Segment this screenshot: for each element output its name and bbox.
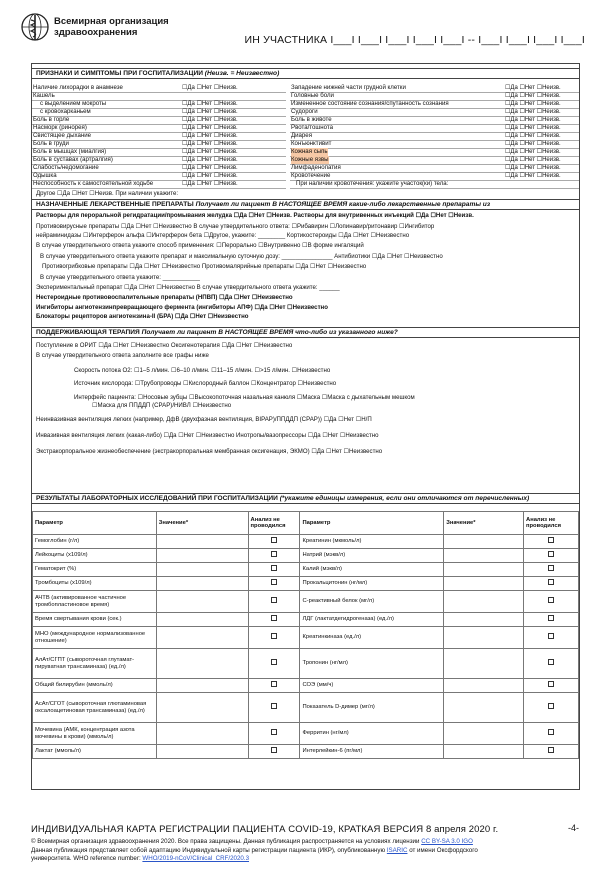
table-row	[33, 723, 579, 745]
lab-value-cell[interactable]	[156, 745, 248, 759]
meds-title: НАЗНАЧЕННЫЕ ЛЕКАРСТВЕННЫЕ ПРЕПАРАТЫ	[36, 201, 194, 208]
yes-no-unknown-options[interactable]: ☐Да ☐Нет ☐Неизв.	[505, 93, 561, 99]
footer-line3: университета. WHO reference number:	[31, 855, 141, 862]
yes-no-unknown-options[interactable]: ☐Да ☐Нет ☐Неизв.	[505, 125, 561, 131]
col-param: Параметр	[300, 512, 444, 535]
support-question[interactable]: Поступление в ОРИТ ☐Да ☐Нет ☐Неизвестно Оксигенотерапия ☐Да ☐Нет ☐Неизвестно	[36, 342, 293, 349]
table-row	[33, 679, 579, 693]
not-done-cell	[524, 745, 579, 759]
lab-parameter: Мочевина (АМК, концентрация азота мочевины в крови) (ммоль/л)	[33, 723, 157, 745]
not-done-cell	[248, 577, 300, 591]
symptom-label: Диарея	[291, 132, 312, 139]
not-done-checkbox[interactable]	[548, 537, 554, 543]
yes-no-unknown-options[interactable]: ☐Да ☐Нет ☐Неизв.	[505, 165, 561, 171]
symptom-row	[32, 180, 286, 189]
not-done-checkbox[interactable]	[548, 729, 554, 735]
col-param: Параметр	[33, 512, 157, 535]
yes-no-unknown-options[interactable]: ☐Да ☐Нет ☐Неизв.	[505, 109, 561, 115]
lab-parameter: СОЭ (мм/ч)	[300, 679, 444, 693]
lab-parameter: Калий (мэкв/л)	[300, 563, 444, 577]
symptom-label: с выделением мокроты	[40, 100, 107, 107]
yes-no-unknown-options[interactable]: ☐Да ☐Нет ☐Неизв.	[505, 85, 561, 91]
symptom-label: Кожная сыпь	[291, 148, 328, 155]
lab-value-cell[interactable]	[156, 563, 248, 577]
symptom-label: При наличии кровотечения: укажите участок(ки) тела:	[296, 180, 449, 187]
lab-value-cell[interactable]	[156, 549, 248, 563]
lab-value-cell[interactable]	[444, 679, 524, 693]
not-done-checkbox[interactable]	[548, 565, 554, 571]
symptom-label: Боль в горле	[33, 116, 70, 123]
not-done-cell	[248, 627, 300, 649]
footer-title-text: ИНДИВИДУАЛЬНАЯ КАРТА РЕГИСТРАЦИИ ПАЦИЕНТА COVID-19, КРАТКАЯ ВЕРСИЯ	[31, 824, 424, 835]
support-question[interactable]: Неинвазивная вентиляция легких (например, ДфВ (двухфазная вентиляция, BIPAP)/ППДДП (CPAP)) ☐Да ☐Нет ☐Н/П	[36, 416, 372, 423]
medication-question[interactable]: нейраминидазы ☐Интерферон альфа ☐Интерферон бета ☐Другое, укажите: ________ Кортикостероиды ☐Да ☐Нет ☐Неизвестно	[36, 232, 410, 239]
support-question[interactable]: Скорость потока O2: ☐1–5 л/мин. ☐6–10 л/мин. ☐11–15 л/мин. ☐>15 л/мин. ☐Неизвестно	[74, 367, 331, 374]
symptom-label: Одышка	[33, 172, 57, 179]
not-done-cell	[248, 649, 300, 679]
lab-value-cell[interactable]	[156, 679, 248, 693]
lab-parameter: МНО (международное нормализованное отношение)	[33, 627, 157, 649]
not-done-cell	[524, 613, 579, 627]
lab-parameter: Ферритин (нг/мл)	[300, 723, 444, 745]
not-done-checkbox[interactable]	[548, 615, 554, 621]
symptom-label: Лимфаденопатия	[291, 164, 341, 171]
footer-line2b: от имени Оксфордского	[409, 846, 478, 854]
other-symptom[interactable]: Другое ☐Да ☐Нет ☐Неизв. При наличии укажите:	[36, 190, 179, 197]
labs-table	[32, 511, 579, 759]
not-done-cell	[248, 745, 300, 759]
form-frame	[31, 63, 580, 790]
table-row	[33, 649, 579, 679]
lab-parameter: Натрий (мэкв/л)	[300, 549, 444, 563]
page-header	[20, 12, 585, 58]
not-done-checkbox[interactable]	[271, 565, 277, 571]
reference-link[interactable]: WHO/2019-nCoV/Clinical_CRF/2020.3	[142, 855, 250, 862]
footer-date: 8 апреля 2020 г.	[425, 824, 499, 835]
page-number: -4-	[568, 823, 579, 833]
table-row	[33, 627, 579, 649]
lab-value-cell[interactable]	[444, 613, 524, 627]
symptoms-title: ПРИЗНАКИ И СИМПТОМЫ ПРИ ГОСПИТАЛИЗАЦИИ	[36, 70, 203, 77]
labs-header-row	[33, 512, 579, 535]
symptom-label: Конъюнктивит	[291, 140, 332, 147]
yes-no-unknown-options[interactable]: ☐Да ☐Нет ☐Неизв.	[182, 133, 238, 139]
medication-question[interactable]: Ингибиторы ангиотензинпревращающего фермента (ингибиторы АПФ) ☐Да ☐Нет ☐Неизвестно	[36, 304, 328, 311]
lab-value-cell[interactable]	[444, 627, 524, 649]
not-done-cell	[524, 693, 579, 723]
medication-question[interactable]: Блокаторы рецепторов ангиотензина-II (БРА) ☐Да ☐Нет ☐Неизвестно	[36, 313, 249, 320]
lab-value-cell[interactable]	[156, 613, 248, 627]
col-value: Значение*	[444, 512, 524, 535]
not-done-cell	[524, 549, 579, 563]
col-value: Значение*	[156, 512, 248, 535]
lab-parameter: АсАт/СГОТ (сывороточная глютаминовая оксалоацетиновая трансаминаза) (ед./л)	[33, 693, 157, 723]
yes-no-unknown-options[interactable]: ☐Да ☐Нет ☐Неизв.	[182, 85, 238, 91]
not-done-checkbox[interactable]	[271, 729, 277, 735]
lab-value-cell[interactable]	[156, 693, 248, 723]
symptom-label: Западение нижней части грудной клетки	[291, 84, 406, 91]
table-row	[33, 591, 579, 613]
lab-parameter: Креатинкиназа (ед./л)	[300, 627, 444, 649]
lab-value-cell[interactable]	[156, 577, 248, 591]
medication-question[interactable]: Нестероидные противовоспалительные препараты (НПВП) ☐Да ☐Нет ☐Неизвестно	[36, 294, 293, 301]
lab-value-cell[interactable]	[444, 535, 524, 549]
lab-value-cell[interactable]	[444, 723, 524, 745]
support-subtitle: Получает ли пациент В НАСТОЯЩЕЕ ВРЕМЯ что-либо из указанного ниже?	[141, 329, 398, 336]
symptoms-note: (Неизв. = Неизвестно)	[204, 70, 280, 77]
medication-question[interactable]: Экспериментальный препарат ☐Да ☐Нет ☐Неизвестно В случае утвердительного ответа укажите: ______	[36, 284, 340, 291]
col-na: Анализ не проводился	[524, 512, 579, 535]
not-done-cell	[524, 563, 579, 577]
table-row	[33, 549, 579, 563]
footer-legal	[31, 838, 591, 864]
medication-question[interactable]: Противогрибковые препараты ☐Да ☐Нет ☐Неизвестно Противомалярийные препараты ☐Да ☐Нет ☐Неизвестно	[42, 263, 367, 270]
symptom-label: Наличие лихорадки в анамнезе	[33, 84, 123, 91]
not-done-cell	[248, 535, 300, 549]
lab-parameter: Интерлейкин-6 (пг/мл)	[300, 745, 444, 759]
medication-question[interactable]: В случае утвердительного ответа укажите препарат и максимальную суточную дозу: _______________ Антибиотики ☐Да ☐Нет ☐Неизвестно	[40, 253, 443, 260]
not-done-checkbox[interactable]	[548, 551, 554, 557]
yes-no-unknown-options[interactable]: ☐Да ☐Нет ☐Неизв.	[505, 101, 561, 107]
lab-parameter: С-реактивный белок (мг/л)	[300, 591, 444, 613]
not-done-checkbox[interactable]	[548, 659, 554, 665]
col-na: Анализ не проводился	[248, 512, 300, 535]
support-question[interactable]: ☐Маска для ППДДП (CPAP)/НИВЛ ☐Неизвестно	[92, 402, 232, 409]
not-done-cell	[524, 591, 579, 613]
yes-no-unknown-options[interactable]: ☐Да ☐Нет ☐Неизв.	[182, 149, 238, 155]
participant-id[interactable]: ИН УЧАСТНИКА I___I I___I I___I I___I I___I -- I___I I___I I___I I___I	[244, 34, 585, 46]
lab-parameter: Лактат (ммоль/л)	[33, 745, 157, 759]
lab-value-cell[interactable]	[444, 549, 524, 563]
symptom-label: Насморк (ринорея)	[33, 124, 87, 131]
lab-parameter: Гематокрит (%)	[33, 563, 157, 577]
yes-no-unknown-options[interactable]: ☐Да ☐Нет ☐Неизв.	[182, 125, 238, 131]
yes-no-unknown-options[interactable]: ☐Да ☐Нет ☐Неизв.	[505, 173, 561, 179]
lab-value-cell[interactable]	[156, 649, 248, 679]
not-done-cell	[248, 549, 300, 563]
lab-parameter: АлАт/СГПТ (сывороточная глутамат-пируватная трансаминаза) (ед./л)	[33, 649, 157, 679]
lab-parameter: Гемоглобин (г/л)	[33, 535, 157, 549]
not-done-checkbox[interactable]	[271, 579, 277, 585]
not-done-cell	[248, 723, 300, 745]
lab-value-cell[interactable]	[156, 723, 248, 745]
footer-title	[31, 824, 498, 835]
table-row	[33, 535, 579, 549]
yes-no-unknown-options[interactable]: ☐Да ☐Нет ☐Неизв.	[182, 117, 238, 123]
lab-parameter: Прокальцитонин (нг/мл)	[300, 577, 444, 591]
medication-question[interactable]: Растворы для пероральной регидратации/промывания желудка ☐Да ☐Нет ☐Неизв. Растворы для внутривенных инъекций ☐Да ☐Нет ☐Неизв.	[36, 212, 474, 219]
lab-parameter: Показатель D-димер (мг/л)	[300, 693, 444, 723]
yes-no-unknown-options[interactable]: ☐Да ☐Нет ☐Неизв.	[505, 157, 561, 163]
yes-no-unknown-options[interactable]: ☐Да ☐Нет ☐Неизв.	[505, 149, 561, 155]
isaric-link[interactable]: ISARIC	[386, 846, 408, 854]
lab-value-cell[interactable]	[156, 627, 248, 649]
org-line1: Всемирная организация	[54, 16, 169, 27]
symptoms-section-title	[32, 68, 579, 79]
lab-value-cell[interactable]	[444, 563, 524, 577]
yes-no-unknown-options[interactable]: ☐Да ☐Нет ☐Неизв.	[182, 165, 238, 171]
symptom-label: Неспособность к самостоятельной ходьбе	[33, 180, 154, 187]
support-section-title	[32, 327, 579, 338]
not-done-checkbox[interactable]	[271, 681, 277, 687]
lab-value-cell[interactable]	[156, 591, 248, 613]
lab-value-cell[interactable]	[444, 693, 524, 723]
not-done-cell	[524, 627, 579, 649]
lab-parameter: ЛДГ (лактатдегидрогеназа) (ед./л)	[300, 613, 444, 627]
lab-parameter: АЧТВ (активированное частичное тромбопластиновое время)	[33, 591, 157, 613]
footer-line2: Данная публикация представляет собой адаптацию Индивидуальной карты регистрации пациента (ИКР), опубликованную	[31, 846, 386, 854]
not-done-checkbox[interactable]	[271, 633, 277, 639]
not-done-checkbox[interactable]	[548, 597, 554, 603]
support-question[interactable]: Экстракорпоральное жизнеобеспечение (экстракорпоральная мембранная оксигенация, ЭКМО) ☐Да ☐Нет ☐Неизвестно	[36, 448, 383, 455]
lab-value-cell[interactable]	[444, 591, 524, 613]
medication-question[interactable]: В случае утвердительного ответа укажите способ применения: ☐Перорально ☐Внутривенно ☐В форме ингаляций	[36, 242, 364, 249]
lab-parameter: Креатинин (мкмоль/л)	[300, 535, 444, 549]
not-done-checkbox[interactable]	[548, 747, 554, 753]
meds-section-title	[32, 199, 579, 210]
lab-value-cell[interactable]	[444, 745, 524, 759]
yes-no-unknown-options[interactable]: ☐Да ☐Нет ☐Неизв.	[182, 181, 238, 187]
yes-no-unknown-options[interactable]: ☐Да ☐Нет ☐Неизв.	[182, 173, 238, 179]
who-emblem-icon	[20, 12, 50, 42]
symptom-label: Кровотечение	[291, 172, 331, 179]
lab-parameter: Время свертывания крови (сек.)	[33, 613, 157, 627]
not-done-checkbox[interactable]	[271, 597, 277, 603]
not-done-checkbox[interactable]	[271, 551, 277, 557]
table-row	[33, 563, 579, 577]
lab-value-cell[interactable]	[444, 649, 524, 679]
footer-line1: © Всемирная организация здравоохранения 2020. Все права защищены. Данная публикация распространяется на условиях лицензии	[31, 838, 420, 845]
not-done-cell	[248, 679, 300, 693]
support-title: ПОДДЕРЖИВАЮЩАЯ ТЕРАПИЯ	[36, 329, 140, 336]
table-row	[33, 745, 579, 759]
symptom-label: Судороги	[291, 108, 318, 115]
not-done-cell	[248, 563, 300, 577]
symptom-label: Головные боли	[291, 92, 334, 99]
not-done-checkbox[interactable]	[548, 633, 554, 639]
labs-title: РЕЗУЛЬТАТЫ ЛАБОРАТОРНЫХ ИССЛЕДОВАНИЙ ПРИ ГОСПИТАЛИЗАЦИИ	[36, 495, 278, 502]
yes-no-unknown-options[interactable]: ☐Да ☐Нет ☐Неизв.	[182, 157, 238, 163]
yes-no-unknown-options[interactable]: ☐Да ☐Нет ☐Неизв.	[182, 109, 238, 115]
medication-question[interactable]: В случае утвердительного ответа укажите: ___________	[40, 274, 200, 281]
lab-parameter: Лейкоциты (x109/л)	[33, 549, 157, 563]
license-link[interactable]: CC BY-SA 3.0 IGO	[421, 838, 473, 845]
not-done-cell	[248, 693, 300, 723]
symptom-label: Боль в животе	[291, 116, 332, 123]
not-done-cell	[248, 613, 300, 627]
lab-value-cell[interactable]	[156, 535, 248, 549]
not-done-cell	[248, 591, 300, 613]
not-done-checkbox[interactable]	[271, 537, 277, 543]
not-done-checkbox[interactable]	[271, 659, 277, 665]
yes-no-unknown-options[interactable]: ☐Да ☐Нет ☐Неизв.	[505, 141, 561, 147]
labs-subtitle: (*укажите единицы измерения, если они отличаются от перечисленных)	[279, 495, 530, 502]
not-done-checkbox[interactable]	[548, 579, 554, 585]
symptom-label: Кожные язвы	[291, 156, 329, 163]
lab-parameter: Общий билирубин (ммоль/л)	[33, 679, 157, 693]
lab-value-cell[interactable]	[444, 577, 524, 591]
org-line2: здравоохранения	[54, 27, 138, 38]
symptom-label: Боль в груди	[33, 140, 69, 147]
not-done-cell	[524, 577, 579, 591]
symptom-label: Рвота/тошнота	[291, 124, 334, 131]
not-done-checkbox[interactable]	[271, 615, 277, 621]
table-row	[33, 613, 579, 627]
support-question[interactable]: Источник кислорода: ☐Трубопроводы ☐Кислородный баллон ☐Концентратор ☐Неизвестно	[74, 380, 337, 387]
support-question[interactable]: Интерфейс пациента: ☐Носовые зубцы ☐Высокопоточная назальная канюля ☐Маска ☐Маска с дыхательным мешком	[74, 394, 415, 401]
not-done-checkbox[interactable]	[271, 703, 277, 709]
not-done-cell	[524, 649, 579, 679]
yes-no-unknown-options[interactable]: ☐Да ☐Нет ☐Неизв.	[505, 117, 561, 123]
symptom-label: Свистящее дыхание	[33, 132, 92, 139]
not-done-checkbox[interactable]	[271, 747, 277, 753]
support-question[interactable]: В случае утвердительного ответа заполните все графы ниже	[36, 352, 209, 359]
table-row	[33, 577, 579, 591]
medication-question[interactable]: Противовирусные препараты ☐Да ☐Нет ☐Неизвестно В случае утвердительного ответа: ☐Рибавирин ☐Лопинавир/ритонавир ☐Ингибитор	[36, 223, 435, 230]
lab-parameter: Тромбоциты (x109/л)	[33, 577, 157, 591]
meds-subtitle: Получает ли пациент В НАСТОЯЩЕЕ ВРЕМЯ какие-либо лекарственные препараты из	[195, 201, 491, 208]
symptom-label: Боль в суставах (артралгия)	[33, 156, 113, 163]
symptom-label: Измененное состояние сознания/спутанность сознания	[291, 100, 449, 107]
table-row	[33, 693, 579, 723]
yes-no-unknown-options[interactable]: ☐Да ☐Нет ☐Неизв.	[182, 141, 238, 147]
lab-parameter: Тропонин (нг/мл)	[300, 649, 444, 679]
not-done-cell	[524, 723, 579, 745]
symptom-label: Слабость/недомогание	[33, 164, 99, 171]
symptom-label: Боль в мышцах (миалгия)	[33, 148, 107, 155]
yes-no-unknown-options[interactable]: ☐Да ☐Нет ☐Неизв.	[505, 133, 561, 139]
support-question[interactable]: Инвазивная вентиляция легких (какая-либо) ☐Да ☐Нет ☐Неизвестно Инотропы/вазопрессоры ☐Да ☐Нет ☐Неизвестно	[36, 432, 379, 439]
yes-no-unknown-options[interactable]: ☐Да ☐Нет ☐Неизв.	[182, 101, 238, 107]
symptom-label: Кашель	[33, 92, 55, 99]
not-done-cell	[524, 535, 579, 549]
symptom-label: с кровохарканьем	[40, 108, 91, 115]
symptom-row	[290, 180, 579, 189]
not-done-checkbox[interactable]	[548, 703, 554, 709]
not-done-cell	[524, 679, 579, 693]
labs-section-title	[32, 493, 579, 504]
not-done-checkbox[interactable]	[548, 681, 554, 687]
org-name	[54, 16, 169, 38]
